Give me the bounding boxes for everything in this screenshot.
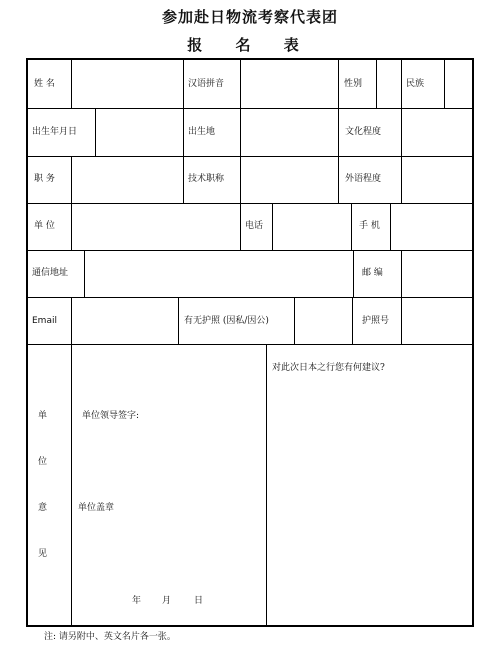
label-birthdate: 出生年月日 (32, 127, 78, 137)
label-postcode: 邮 编 (362, 268, 383, 278)
suggestion-area[interactable] (267, 380, 472, 625)
label-email: Email (32, 316, 57, 326)
label-ethnicity: 民族 (406, 79, 425, 89)
date-year-label: 年 (132, 596, 142, 606)
unit-seal-label: 单位盖章 (78, 503, 115, 513)
footer-note: 注: 请另附中、英文名片各一张。 (44, 632, 176, 642)
date-day-label: 日 (194, 596, 204, 606)
col-divider (351, 203, 352, 250)
input-birthplace[interactable] (241, 109, 337, 155)
label-gender: 性别 (344, 79, 363, 89)
col-divider (338, 108, 339, 156)
input-postcode[interactable] (402, 251, 472, 296)
form-subtitle: 报 名 表 (187, 36, 313, 54)
label-passport-number: 护照号 (362, 316, 390, 326)
input-ethnicity[interactable] (445, 59, 472, 107)
opinion-side-label-char: 位 (38, 457, 48, 467)
col-divider (183, 58, 184, 108)
label-birthplace: 出生地 (188, 127, 216, 137)
form-title: 参加赴日物流考察代表团 (161, 8, 338, 26)
col-divider (183, 108, 184, 156)
col-divider (401, 58, 402, 108)
label-phone: 电话 (245, 221, 264, 231)
input-birthdate[interactable] (96, 109, 182, 155)
col-divider (178, 297, 179, 344)
input-phone[interactable] (273, 204, 350, 249)
col-divider (338, 58, 339, 108)
suggestion-prompt: 对此次日本之行您有何建议? (272, 363, 385, 373)
input-address[interactable] (85, 251, 352, 296)
col-divider (183, 156, 184, 203)
label-address: 通信地址 (32, 268, 69, 278)
input-passport-number[interactable] (402, 298, 472, 343)
label-position: 职 务 (34, 174, 55, 184)
label-unit: 单 位 (34, 221, 55, 231)
input-title[interactable] (241, 157, 337, 202)
label-language: 外语程度 (345, 174, 382, 184)
label-pinyin: 汉语拼音 (188, 79, 225, 89)
opinion-side-label-char: 见 (38, 549, 48, 559)
opinion-side-label-char: 意 (38, 503, 48, 513)
input-passport-status[interactable] (295, 298, 351, 343)
input-mobile[interactable] (391, 204, 472, 249)
input-pinyin[interactable] (241, 59, 337, 107)
label-mobile: 手 机 (359, 221, 380, 231)
input-gender[interactable] (377, 59, 400, 107)
input-language[interactable] (402, 157, 472, 202)
unit-opinion-area[interactable] (72, 345, 265, 625)
col-divider (353, 250, 354, 297)
input-email[interactable] (72, 298, 177, 343)
col-divider (240, 203, 241, 250)
input-position[interactable] (72, 157, 182, 202)
opinion-side-label-char: 单 (38, 411, 48, 421)
col-divider (338, 156, 339, 203)
label-title: 技术职称 (188, 174, 225, 184)
label-education: 文化程度 (345, 127, 382, 137)
label-name: 姓 名 (34, 79, 55, 89)
input-name[interactable] (72, 59, 182, 107)
date-month-label: 月 (162, 596, 172, 606)
col-divider (352, 297, 353, 344)
label-passport-question: 有无护照 (因私/因公) (184, 316, 269, 326)
leader-signature-label: 单位领导签字: (82, 411, 140, 421)
input-unit[interactable] (72, 204, 239, 249)
input-education[interactable] (402, 109, 472, 155)
